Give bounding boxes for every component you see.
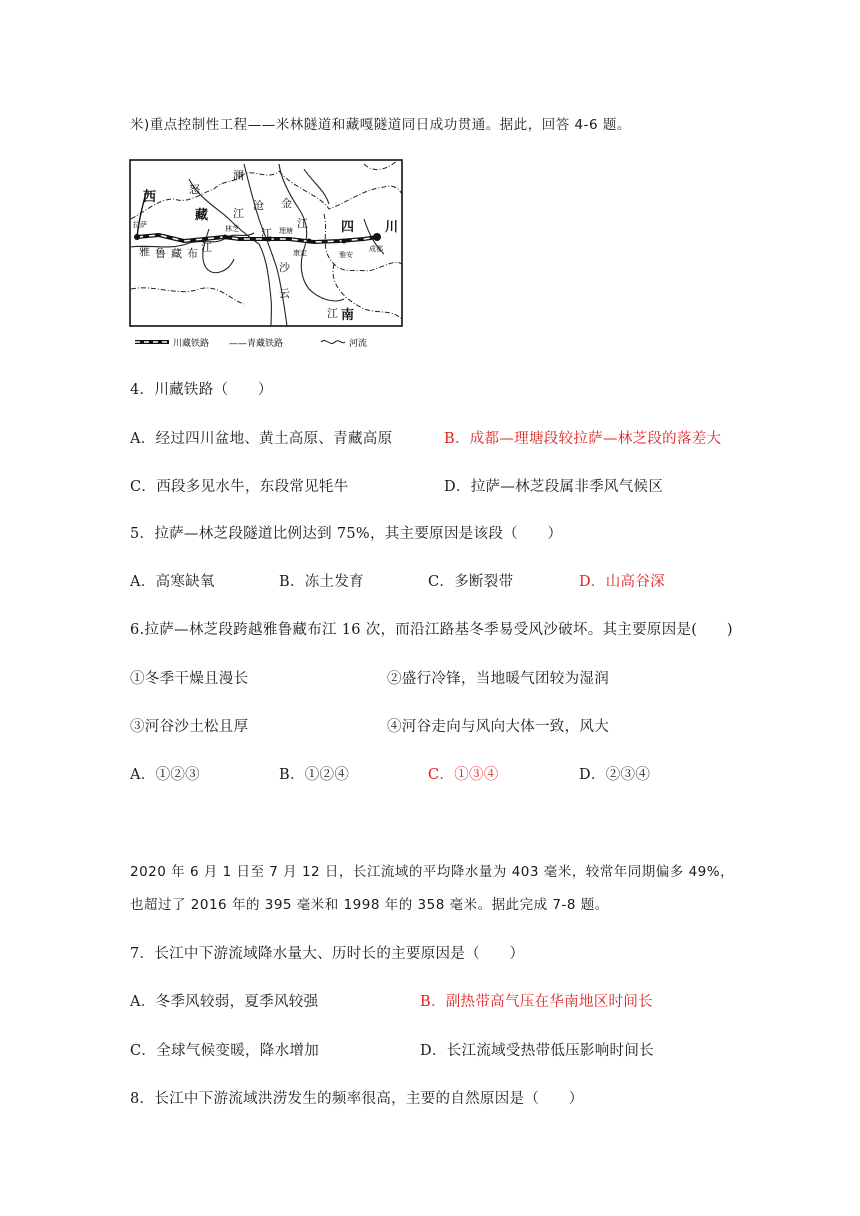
q6-statement-2: ②盛行冷锋，当地暖气团较为湿润 <box>387 671 609 687</box>
label-jiang-sha: 江 <box>327 307 338 320</box>
label-nu: 怒 <box>189 183 200 196</box>
map-frame <box>130 160 402 326</box>
legend-label-qinghai-tibet: ——青藏铁路 <box>229 339 284 349</box>
label-bu: 布 <box>187 247 198 260</box>
label-jiang-nu: 江 <box>233 207 244 220</box>
legend-label-river: 河流 <box>349 339 368 349</box>
city-dot-chengdu <box>373 233 381 241</box>
q7-stem: 7．长江中下游流域降水量大、历时长的主要原因是（ ） <box>130 946 525 962</box>
label-jiang-lan: 江 <box>261 227 272 240</box>
label-lan: 澜 <box>233 169 244 182</box>
q4-option-b[interactable]: B．成都—理塘段较拉萨—林芝段的落差大 <box>444 431 722 447</box>
label-cang: 沧 <box>253 199 264 212</box>
q5-stem: 5．拉萨—林芝段隧道比例达到 75%，其主要原因是该段（ ） <box>130 526 563 542</box>
intro-text-2-line-1: 2020 年 6 月 1 日至 7 月 12 日，长江流域的平均降水量为 403 毫米，较常年同期偏多 49%， <box>130 864 735 880</box>
q4-stem: 4．川藏铁路（ ） <box>130 382 273 398</box>
label-zang: 藏 <box>195 208 209 223</box>
label-jin: 金 <box>281 197 292 210</box>
label-linzhi: 林芝 <box>225 225 239 233</box>
label-xi: 西 <box>143 190 157 205</box>
city-dot-linzhi <box>223 235 228 240</box>
q6-statement-4: ④河谷走向与风向大体一致，风大 <box>387 719 609 735</box>
label-jiang-mid: 江 <box>297 217 308 230</box>
label-nan: 南 <box>341 308 355 323</box>
q5-option-d[interactable]: D．山高谷深 <box>579 574 665 590</box>
label-ya: 雅 <box>139 245 150 258</box>
label-lasa: 拉萨 <box>133 221 147 229</box>
label-kangding: 康定 <box>293 249 307 257</box>
q5-option-c[interactable]: C．多断裂带 <box>428 574 514 590</box>
q7-option-d[interactable]: D．长江流域受热带低压影响时间长 <box>420 1043 654 1059</box>
q7-option-a[interactable]: A．冬季风较弱，夏季风较强 <box>130 994 319 1010</box>
q4-option-a[interactable]: A．经过四川盆地、黄土高原、青藏高原 <box>130 431 393 447</box>
q4-option-c[interactable]: C．西段多见水牛，东段常见牦牛 <box>130 479 349 495</box>
q7-option-c[interactable]: C．全球气候变暖，降水增加 <box>130 1043 319 1059</box>
city-dot-lasa <box>134 234 140 240</box>
map-legend <box>135 337 367 349</box>
label-litang: 理塘 <box>279 227 293 235</box>
label-chuan: 川 <box>385 220 399 235</box>
label-si: 四 <box>341 220 355 235</box>
legend-label-sichuan-tibet: 川藏铁路 <box>173 339 210 349</box>
label-sha: 沙 <box>279 261 290 274</box>
sichuan-tibet-railway-map <box>129 159 405 349</box>
label-jiang-ya: 江 <box>201 241 212 254</box>
intro-text-1: 米)重点控制性工程——米林隧道和藏嘎隧道同日成功贯通。据此，回答 4-6 题。 <box>130 117 631 133</box>
q6-statement-1: ①冬季干燥且漫长 <box>130 671 249 687</box>
q5-option-a[interactable]: A．高寒缺氧 <box>130 574 215 590</box>
city-dot-kangding <box>307 239 312 244</box>
q4-option-d[interactable]: D．拉萨—林芝段属非季风气候区 <box>444 479 664 495</box>
q5-option-b[interactable]: B．冻土发育 <box>279 574 364 590</box>
label-chengdu: 成都 <box>369 245 383 253</box>
legend-symbol-river <box>321 341 345 344</box>
q6-stem: 6.拉萨—林芝段跨越雅鲁藏布江 16 次，而沿江路基冬季易受风沙破坏。其主要原因是( ) <box>130 622 733 638</box>
q6-option-c[interactable]: C．①③④ <box>428 767 499 783</box>
q6-option-d[interactable]: D．②③④ <box>579 767 651 783</box>
q6-statement-3: ③河谷沙土松且厚 <box>130 719 249 735</box>
label-yaan: 雅安 <box>339 251 353 259</box>
q6-option-a[interactable]: A．①②③ <box>130 767 200 783</box>
label-yun: 云 <box>279 287 290 300</box>
q6-option-b[interactable]: B．①②④ <box>279 767 350 783</box>
q8-stem: 8．长江中下游流域洪涝发生的频率很高，主要的自然原因是（ ） <box>130 1091 584 1107</box>
label-zang2: 藏 <box>171 247 182 260</box>
label-lu: 鲁 <box>155 247 166 260</box>
intro-text-2-line-2: 也超过了 2016 年的 395 毫米和 1998 年的 358 毫米。据此完成 7-8 题。 <box>130 897 609 913</box>
q7-option-b[interactable]: B．副热带高气压在华南地区时间长 <box>420 994 653 1010</box>
city-dot-yaan <box>342 239 347 244</box>
